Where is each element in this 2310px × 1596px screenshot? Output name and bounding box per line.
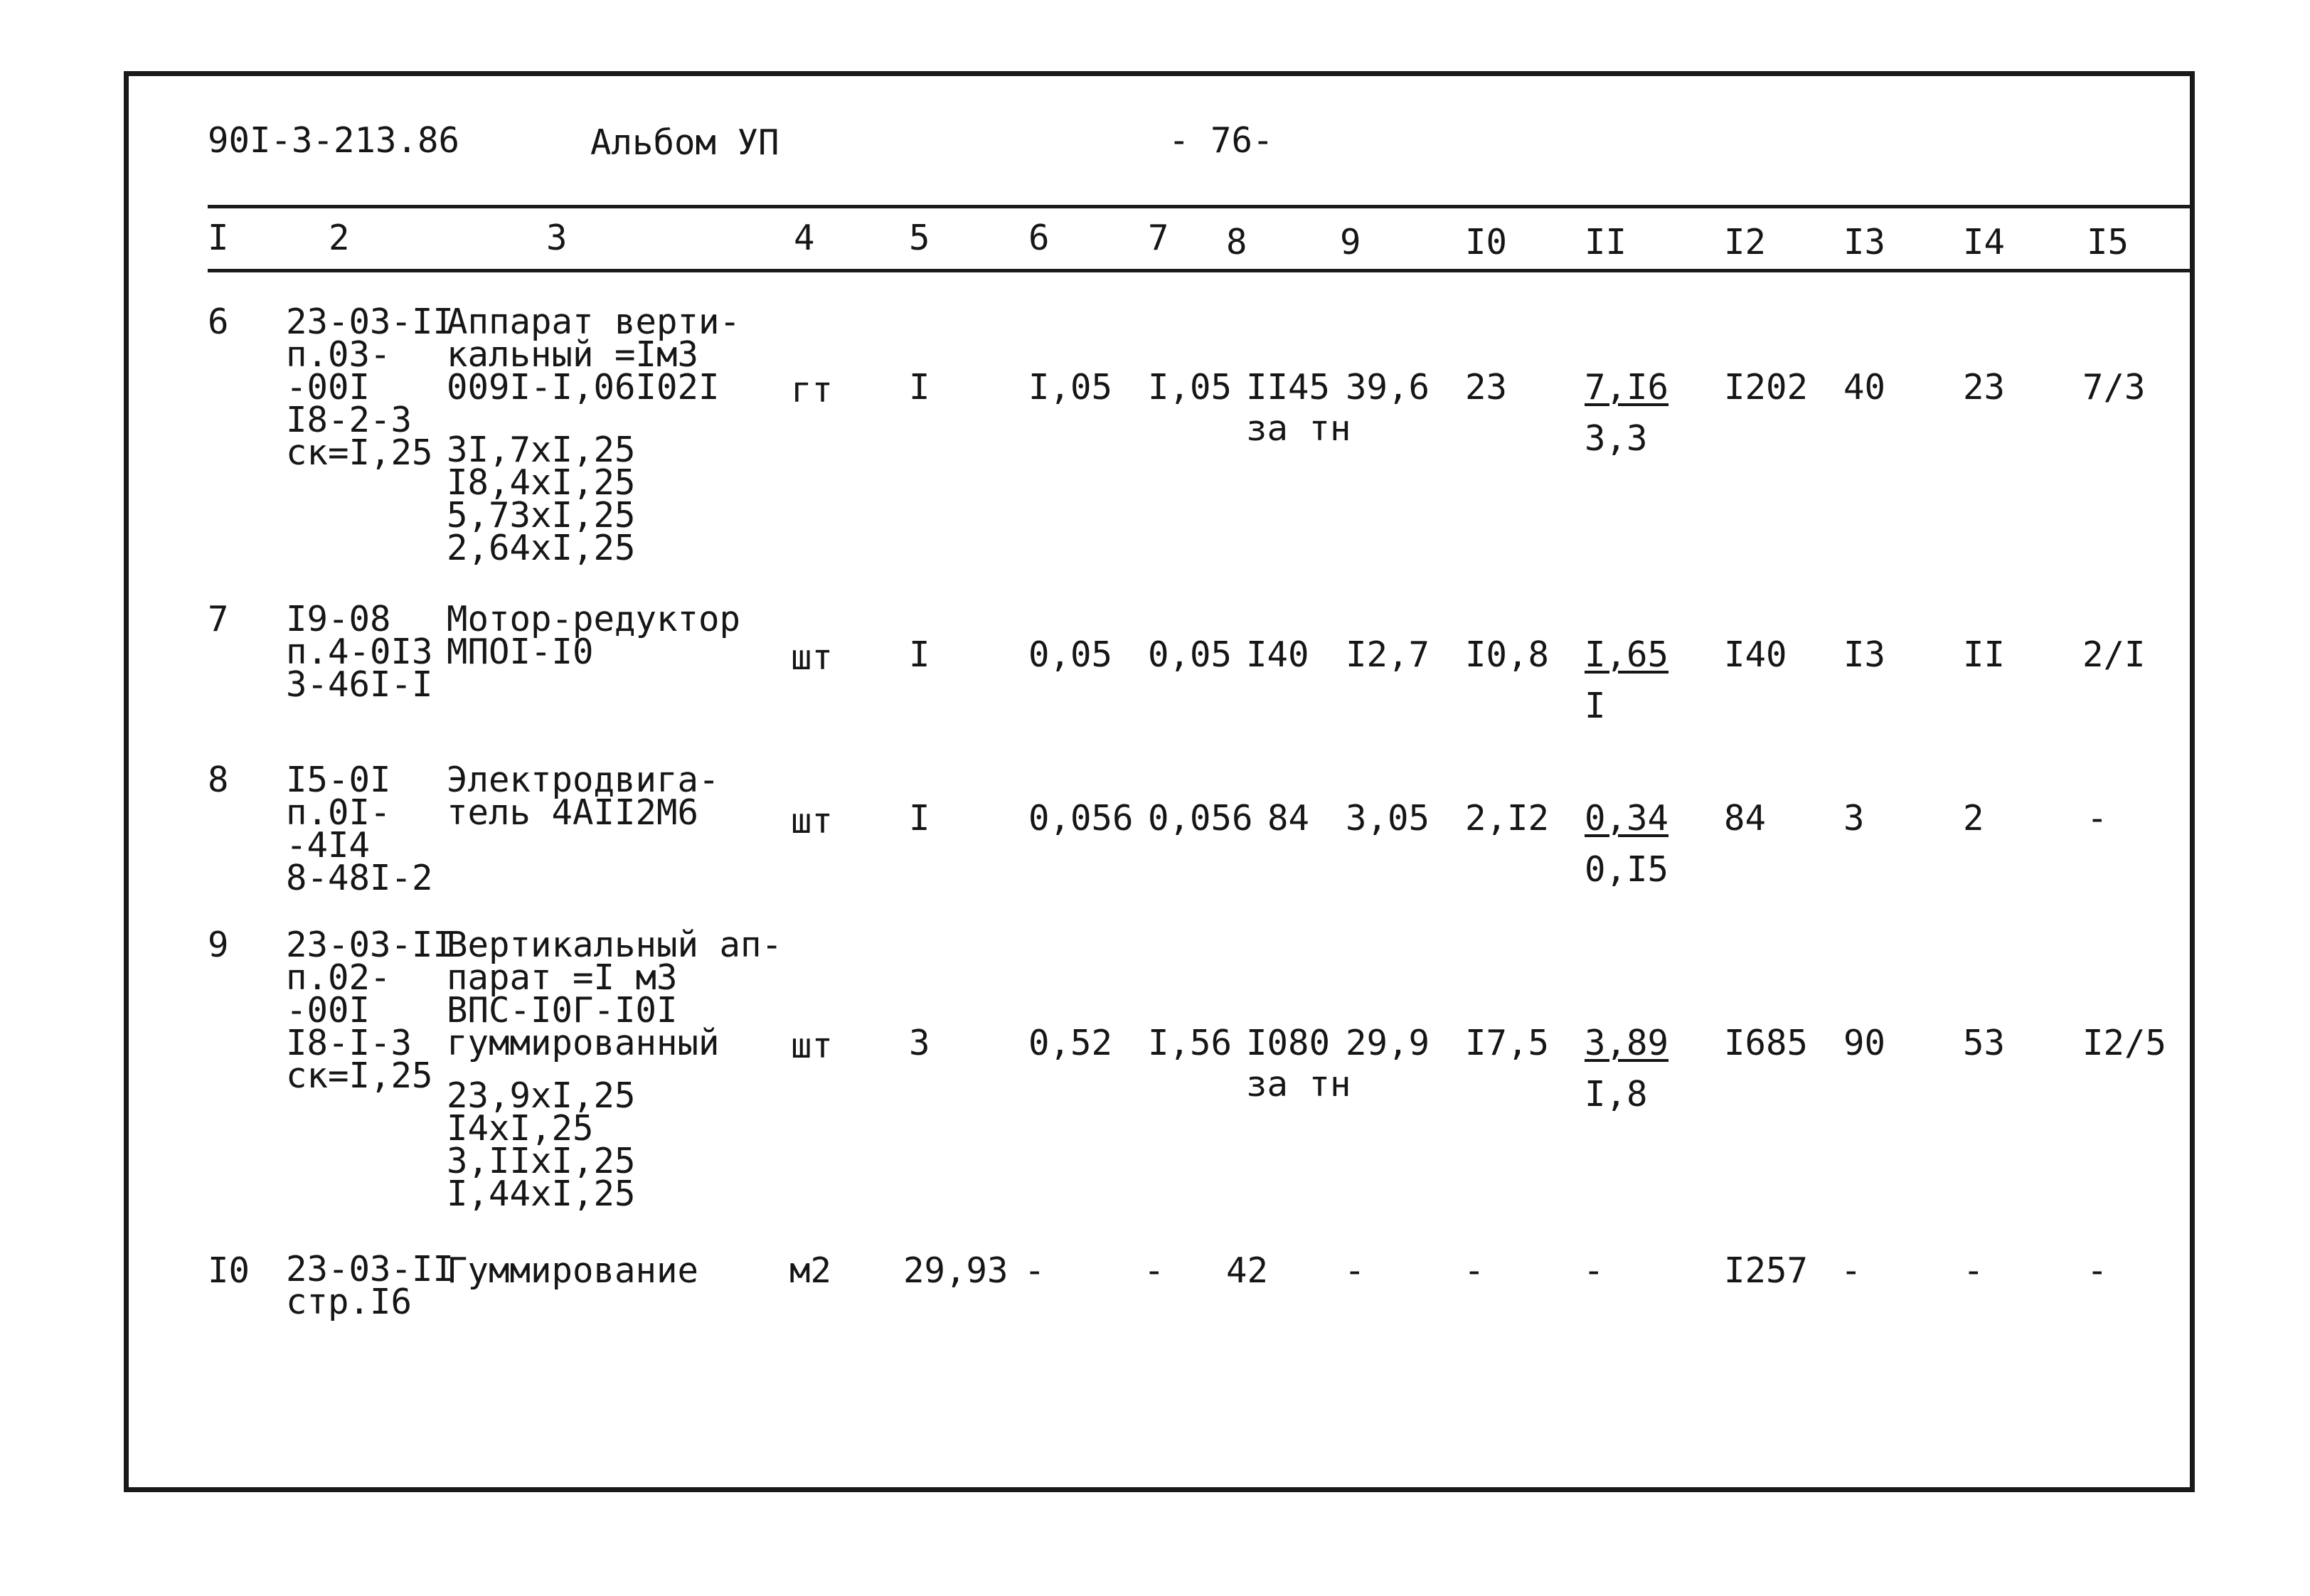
column-number: I3	[1843, 222, 1886, 262]
item-calculation: 3I,7xI,25 I8,4xI,25 5,73xI,25 2,64xI,25	[447, 430, 636, 569]
item-name: Гуммирование	[447, 1250, 699, 1291]
norm-reference: 23-03-II п.03- -00I I8-2-3 ск=I,25	[286, 302, 454, 474]
cell-col-11-top: 0,34	[1585, 798, 1669, 839]
unit: гт	[791, 370, 834, 410]
cell-col-11-bottom: I,8	[1585, 1074, 1648, 1114]
column-number: II	[1585, 222, 1627, 262]
cell-col-6: 0,056	[1028, 798, 1134, 839]
column-number: I4	[1963, 222, 2006, 262]
cell-col-11: -	[1583, 1250, 1604, 1291]
cell-col-15: I2/5	[2082, 1023, 2167, 1063]
cell-col-7: 0,05	[1148, 634, 1233, 675]
cell-col-6: 0,52	[1028, 1023, 1113, 1063]
cell-col-13: 3	[1843, 798, 1865, 839]
cell-col-13: -	[1841, 1250, 1862, 1291]
cell-col-9: 29,9	[1346, 1023, 1430, 1063]
cell-col-6: I,05	[1028, 367, 1113, 408]
cell-col-7: -	[1144, 1250, 1165, 1291]
cell-col-11-bottom: I	[1585, 686, 1606, 726]
cell-col-8: 42	[1226, 1250, 1269, 1291]
cell-col-10: -	[1464, 1250, 1485, 1291]
table-top-rule	[208, 205, 2195, 208]
cell-col-12: 84	[1724, 798, 1767, 839]
cell-col-11-top: I,65	[1585, 634, 1669, 675]
item-name: Аппарат верти- кальный =Iм3 009I-I,06I02I	[447, 302, 741, 408]
cell-col-13: 40	[1843, 367, 1886, 408]
cell-col-12: I685	[1724, 1023, 1809, 1063]
cell-col-7: 0,056	[1148, 798, 1253, 839]
unit: шт	[791, 801, 834, 841]
cell-col-11-bottom: 0,I5	[1585, 849, 1669, 890]
column-number: I2	[1724, 222, 1767, 262]
cell-col-15: 2/I	[2082, 634, 2146, 675]
cell-col-7: I,56	[1148, 1023, 1233, 1063]
quantity: 3	[909, 1023, 930, 1063]
cell-col-12: I257	[1724, 1250, 1809, 1291]
column-number: 9	[1340, 222, 1361, 262]
cell-col-8: II45	[1246, 367, 1331, 408]
cell-col-11-top: 3,89	[1585, 1023, 1669, 1063]
unit: шт	[791, 637, 834, 678]
row-number: I0	[208, 1250, 250, 1291]
cell-col-15: -	[2087, 798, 2108, 839]
cell-col-9: -	[1344, 1250, 1366, 1291]
cell-col-8: I080	[1246, 1023, 1331, 1063]
cell-col-10: 23	[1465, 367, 1508, 408]
column-number: 4	[794, 218, 815, 258]
cell-note: за тн	[1246, 408, 1351, 449]
cell-col-6: 0,05	[1028, 634, 1113, 675]
column-number: I	[208, 218, 229, 258]
cell-col-14: -	[1963, 1250, 1984, 1291]
norm-reference: 23-03-II п.02- -00I I8-I-3 ск=I,25	[286, 925, 454, 1097]
cell-col-8: 84	[1267, 798, 1310, 839]
item-calculation: 23,9xI,25 I4xI,25 3,IIxI,25 I,44xI,25	[447, 1075, 636, 1215]
cell-col-10: 2,I2	[1465, 798, 1550, 839]
album-title: Альбом УП	[590, 122, 779, 163]
cell-col-9: I2,7	[1346, 634, 1430, 675]
item-name: Вертикальный ап- парат =I м3 ВПС-I0Г-I0I гуммированный	[447, 925, 783, 1064]
quantity: I	[909, 367, 930, 408]
quantity: I	[909, 634, 930, 675]
cell-col-7: I,05	[1148, 367, 1233, 408]
cell-col-14: 23	[1963, 367, 2006, 408]
cell-col-9: 39,6	[1346, 367, 1430, 408]
cell-col-8: I40	[1246, 634, 1309, 675]
column-number: I5	[2087, 222, 2129, 262]
cell-col-12: I40	[1724, 634, 1787, 675]
table-header-rule	[208, 269, 2195, 272]
row-number: 6	[208, 302, 229, 342]
cell-note: за тн	[1246, 1064, 1351, 1105]
page-number: - 76-	[1169, 120, 1274, 161]
column-number: 8	[1226, 222, 1247, 262]
row-number: 8	[208, 760, 229, 800]
norm-reference: I5-0I п.0I- -4I4 8-48I-2	[286, 760, 433, 899]
column-number: 3	[546, 218, 568, 258]
cell-col-11-top: 7,I6	[1585, 367, 1669, 408]
cell-col-14: 53	[1963, 1023, 2006, 1063]
norm-reference: 23-03-II стр.I6	[286, 1249, 454, 1323]
cell-col-13: I3	[1843, 634, 1886, 675]
cell-col-6: -	[1024, 1250, 1045, 1291]
item-name: Электродвига- тель 4АII2М6	[447, 760, 720, 834]
quantity: 29,93	[903, 1250, 1008, 1291]
cell-col-13: 90	[1843, 1023, 1886, 1063]
cell-col-10: I7,5	[1465, 1023, 1550, 1063]
unit: м2	[789, 1250, 832, 1291]
document-code: 90I-3-213.86	[208, 120, 460, 161]
cell-col-14: 2	[1963, 798, 1984, 839]
column-number: 2	[329, 218, 350, 258]
cell-col-11-bottom: 3,3	[1585, 418, 1648, 459]
quantity: I	[909, 798, 930, 839]
unit: шт	[791, 1026, 834, 1066]
cell-col-12: I202	[1724, 367, 1809, 408]
norm-reference: I9-08 п.4-0I3 3-46I-I	[286, 599, 433, 706]
cell-col-15: 7/3	[2082, 367, 2146, 408]
cell-col-10: I0,8	[1465, 634, 1550, 675]
row-number: 9	[208, 925, 229, 965]
column-number: 5	[909, 218, 930, 258]
column-number: I0	[1465, 222, 1508, 262]
item-name: Мотор-редуктор МПОI-I0	[447, 599, 741, 673]
column-number: 6	[1028, 218, 1050, 258]
cell-col-9: 3,05	[1346, 798, 1430, 839]
cell-col-15: -	[2087, 1250, 2108, 1291]
row-number: 7	[208, 599, 229, 639]
column-number: 7	[1148, 218, 1169, 258]
cell-col-14: II	[1963, 634, 2006, 675]
